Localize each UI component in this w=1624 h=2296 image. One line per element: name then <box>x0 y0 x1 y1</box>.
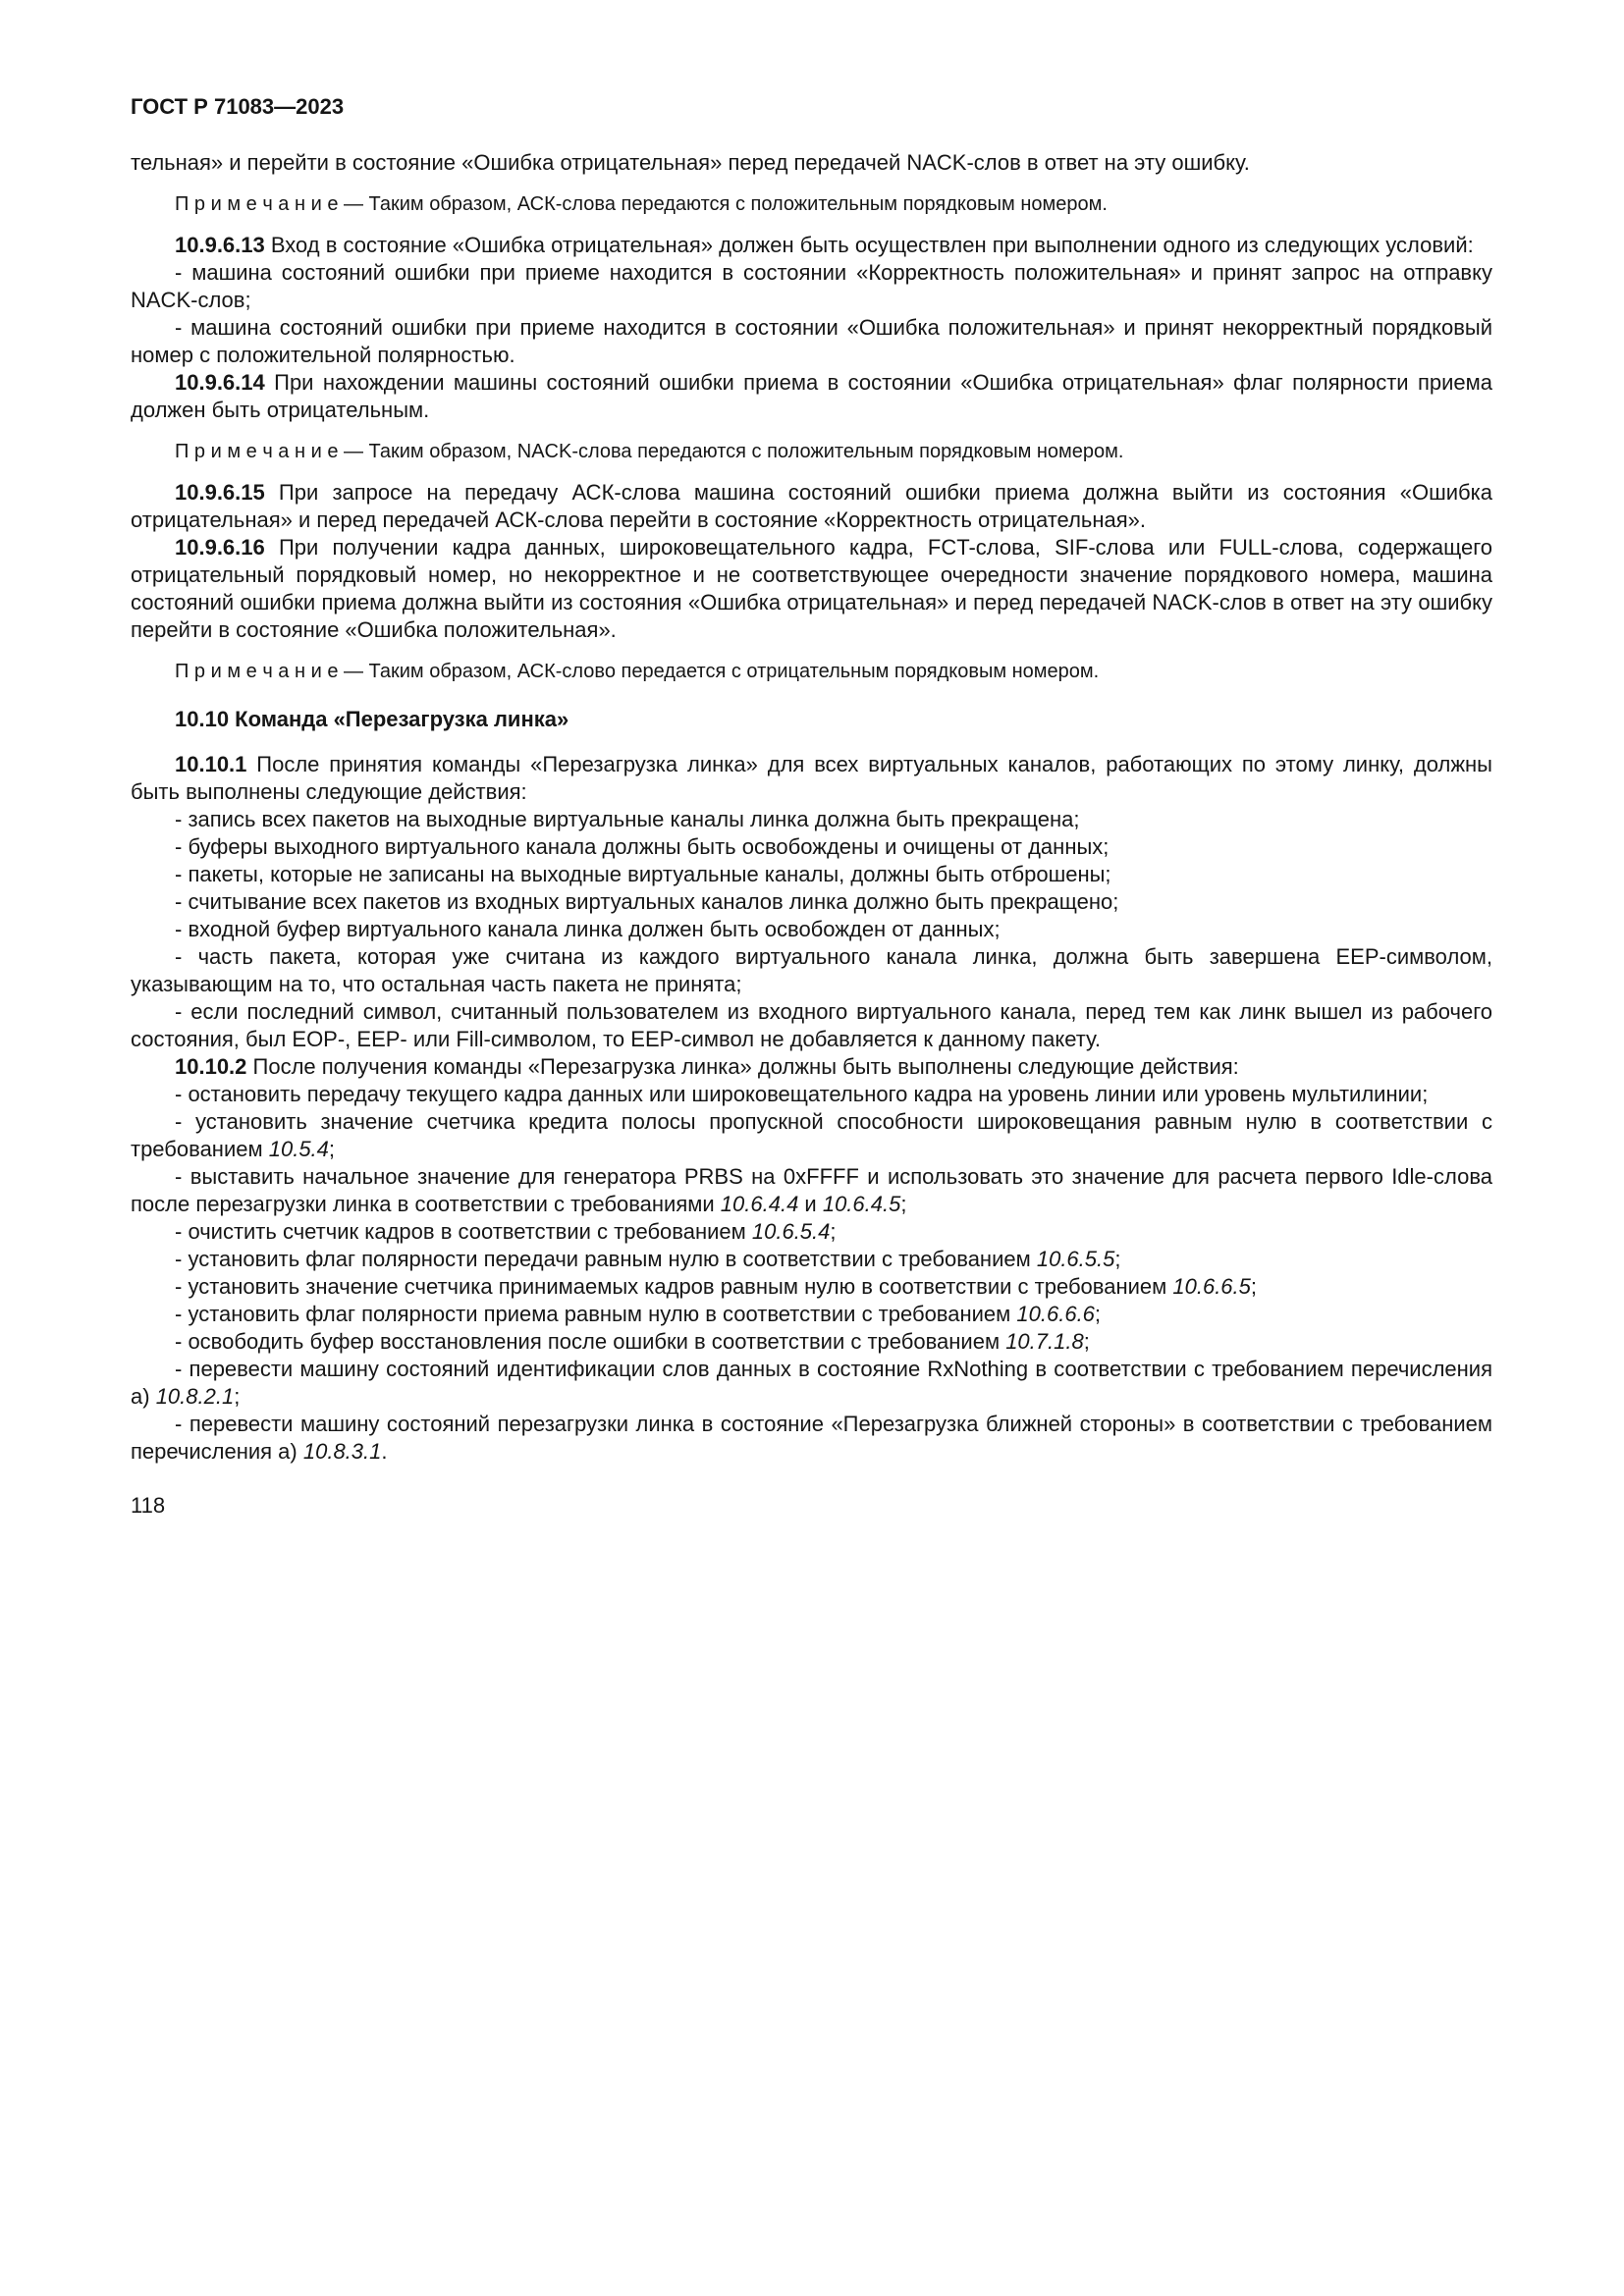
paragraph: 10.9.6.14 При нахождении машины состояний ошибки приема в состоянии «Ошибка отрицательная» флаг полярности приема должен быть отрицательным. <box>131 370 1492 422</box>
list-item: - пакеты, которые не записаны на выходные виртуальные каналы, должны быть отброшены; <box>175 862 1111 886</box>
document-body <box>131 149 1492 1466</box>
list-item: - остановить передачу текущего кадра данных или широковещательного кадра на уровень линии или уровень мультилинии; <box>175 1082 1429 1106</box>
list-item: - машина состояний ошибки при приеме находится в состоянии «Ошибка положительная» и принят некорректный порядковый номер с положительной полярностью. <box>131 315 1492 367</box>
paragraph: 10.9.6.15 При запросе на передачу АСК-слова машина состояний ошибки приема должна выйти из состояния «Ошибка отрицательная» и перед передачей АСК-слова перейти в состояние «Корректность отрицательная». <box>131 480 1492 532</box>
note: П р и м е ч а н и е — Таким образом, NACK-слова передаются с положительным порядковым номером. <box>175 441 1124 462</box>
note: П р и м е ч а н и е — Таким образом, АСК-слова передаются с положительным порядковым номером. <box>175 193 1108 215</box>
list-item: - установить значение счетчика кредита полосы пропускной способности широковещания равным нулю в соответствии с требованием 10.5.4; <box>131 1109 1492 1161</box>
list-item: - установить флаг полярности передачи равным нулю в соответствии с требованием 10.6.5.5; <box>175 1247 1121 1271</box>
list-item: - если последний символ, считанный пользователем из входного виртуального канала, перед тем как линк вышел из рабочего состояния, был EOP-, EEP- или Fill-символом, то EEP-символ не добавляется к данному пакету. <box>131 999 1492 1051</box>
list-item: - машина состояний ошибки при приеме находится в состоянии «Корректность положительная» и принят запрос на отправку NACK-слов; <box>131 260 1492 312</box>
paragraph-continuation: тельная» и перейти в состояние «Ошибка отрицательная» перед передачей NACK-слов в ответ на эту ошибку. <box>131 150 1250 175</box>
list-item: - очистить счетчик кадров в соответствии с требованием 10.6.5.4; <box>175 1219 837 1244</box>
page-number: 118 <box>131 1493 166 1518</box>
list-item: - установить флаг полярности приема равным нулю в соответствии с требованием 10.6.6.6; <box>175 1302 1102 1326</box>
list-item: - запись всех пакетов на выходные виртуальные каналы линка должна быть прекращена; <box>175 807 1080 831</box>
document-header <box>131 94 1492 120</box>
standard-designation: ГОСТ Р 71083—2023 <box>131 94 345 119</box>
paragraph: 10.10.1 После принятия команды «Перезагрузка линка» для всех виртуальных каналов, работающих по этому линку, должны быть выполнены следующие действия: <box>131 752 1492 804</box>
list-item: - считывание всех пакетов из входных виртуальных каналов линка должно быть прекращено; <box>175 889 1119 914</box>
paragraph: 10.10.2 После получения команды «Перезагрузка линка» должны быть выполнены следующие действия: <box>175 1054 1239 1079</box>
list-item: - перевести машину состояний перезагрузки линка в состояние «Перезагрузка ближней стороны» в соответствии с требованием перечисления а) 10.8.3.1. <box>131 1412 1492 1464</box>
paragraph: 10.9.6.16 При получении кадра данных, широковещательного кадра, FCT-слова, SIF-слова или FULL-слова, содержащего отрицательный порядковый номер, но некорректное и не соответствующее очередности значение порядкового номера, машина состояний ошибки приема должна выйти из состояния «Ошибка отрицательная» и перед передачей NACK-слов в ответ на эту ошибку перейти в состояние «Ошибка положительная». <box>131 535 1492 642</box>
list-item: - установить значение счетчика принимаемых кадров равным нулю в соответствии с требованием 10.6.6.5; <box>175 1274 1258 1299</box>
list-item: - буферы выходного виртуального канала должны быть освобождены и очищены от данных; <box>175 834 1110 859</box>
list-item: - выставить начальное значение для генератора PRBS на 0xFFFF и использовать это значение для расчета первого Idle-слова после перезагрузки линка в соответствии с требованиями 10.6.4.4 и 10.6.4.5; <box>131 1164 1492 1216</box>
section-heading: 10.10 Команда «Перезагрузка линка» <box>175 707 569 731</box>
list-item: - перевести машину состояний идентификации слов данных в состояние RxNothing в соответствии с требованием перечисления а) 10.8.2.1; <box>131 1357 1492 1409</box>
list-item: - освободить буфер восстановления после ошибки в соответствии с требованием 10.7.1.8; <box>175 1329 1090 1354</box>
list-item: - часть пакета, которая уже считана из каждого виртуального канала линка, должна быть завершена EEP-символом, указывающим на то, что остальная часть пакета не принята; <box>131 944 1492 996</box>
list-item: - входной буфер виртуального канала линка должен быть освобожден от данных; <box>175 917 1001 941</box>
paragraph: 10.9.6.13 Вход в состояние «Ошибка отрицательная» должен быть осуществлен при выполнении одного из следующих условий: <box>175 233 1474 257</box>
note: П р и м е ч а н и е — Таким образом, АСК-слово передается с отрицательным порядковым номером. <box>175 661 1100 682</box>
